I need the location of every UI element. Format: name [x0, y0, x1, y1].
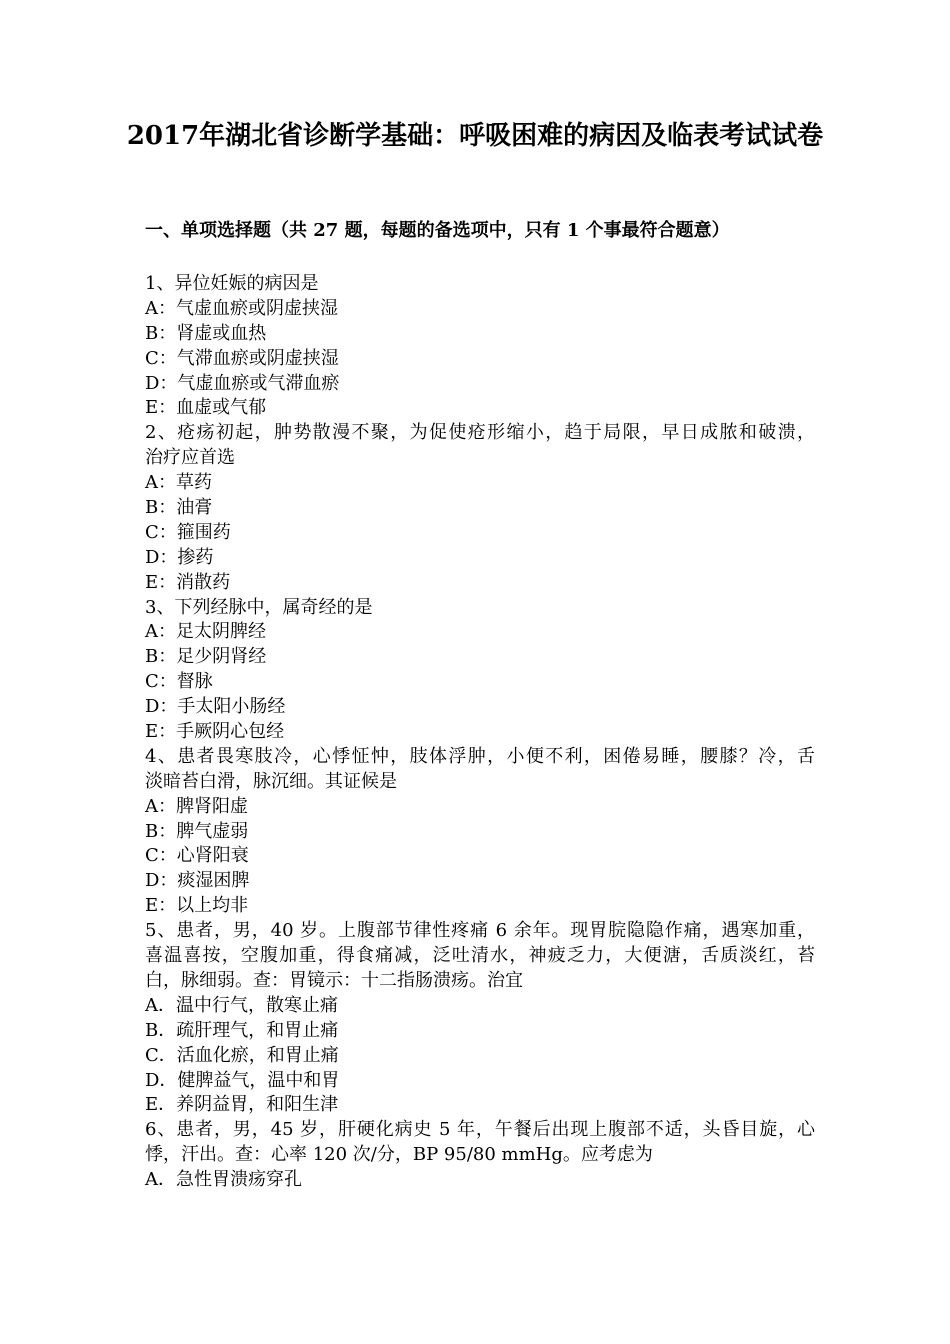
- question-stem-line: 淡暗苔白滑，脉沉细。其证候是: [145, 770, 397, 792]
- question-stem-line: 悸，汗出。查：心率 120 次/分，BP 95/80 mmHg。应考虑为: [145, 1144, 653, 1166]
- question-stem-line: 白，脉细弱。查：胃镜示：十二指肠溃疡。治宜: [145, 969, 523, 991]
- answer-option: D：手太阳小肠经: [145, 696, 286, 718]
- answer-option: C：心肾阳衰: [145, 845, 249, 867]
- answer-option: C．活血化瘀，和胃止痛: [145, 1044, 339, 1066]
- page-title: 2017年湖北省诊断学基础：呼吸困难的病因及临表考试试卷: [126, 121, 824, 151]
- answer-option: A：足太阴脾经: [145, 621, 266, 643]
- answer-option: E：手厥阴心包经: [145, 721, 285, 743]
- answer-option: B：脾气虚弱: [145, 820, 249, 842]
- answer-option: D：气虚血瘀或气滞血瘀: [145, 372, 340, 394]
- answer-option: E：血虚或气郁: [145, 397, 267, 419]
- section-heading: 一、单项选择题（共 27 题，每题的备选项中，只有 1 个事最符合题意）: [145, 220, 730, 241]
- answer-option: B．疏肝理气，和胃止痛: [145, 1019, 339, 1041]
- answer-option: E：消散药: [145, 571, 231, 593]
- question-4: [145, 745, 815, 919]
- question-list: [145, 272, 815, 1193]
- question-stem-line: 喜温喜按，空腹加重，得食痛减，泛吐清水，神疲乏力，大便溏，舌质淡红，苔: [145, 945, 815, 967]
- answer-option: A：草药: [145, 472, 212, 494]
- answer-option: E．养阴益胃，和阳生津: [145, 1094, 339, 1116]
- answer-option: C：督脉: [145, 671, 213, 693]
- answer-option: E：以上均非: [145, 895, 249, 917]
- question-stem-line: 治疗应首选: [145, 447, 235, 469]
- question-stem-line: 3、下列经脉中，属奇经的是: [145, 596, 373, 618]
- question-2: [145, 421, 815, 595]
- answer-option: A．温中行气，散寒止痛: [145, 994, 338, 1016]
- answer-option: C：箍围药: [145, 521, 231, 543]
- answer-option: D．健脾益气，温中和胃: [145, 1069, 340, 1091]
- answer-option: A：脾肾阳虚: [145, 795, 248, 817]
- answer-option: D：掺药: [145, 546, 214, 568]
- question-stem-line: 1、异位妊娠的病因是: [145, 273, 319, 294]
- question-stem-line: 5、患者，男，40 岁。上腹部节律性疼痛 6 余年。现胃脘隐隐作痛，遇寒加重，: [145, 920, 815, 942]
- answer-option: A：气虚血瘀或阴虚挟湿: [145, 297, 338, 319]
- answer-option: A．急性胃溃疡穿孔: [145, 1169, 302, 1191]
- question-6: [145, 1118, 815, 1193]
- answer-option: B：足少阴肾经: [145, 646, 267, 668]
- answer-option: B：肾虚或血热: [145, 322, 267, 344]
- question-stem-line: 4、患者畏寒肢冷，心悸怔忡，肢体浮肿，小便不利，困倦易睡，腰膝？冷，舌: [145, 745, 815, 767]
- answer-option: B：油膏: [145, 497, 213, 519]
- answer-option: D：痰湿困脾: [145, 870, 250, 892]
- question-stem-line: 6、患者，男，45 岁，肝硬化病史 5 年，午餐后出现上腹部不适，头昏目旋，心: [145, 1119, 815, 1141]
- question-3: [145, 596, 815, 745]
- answer-option: C：气滞血瘀或阴虚挟湿: [145, 347, 339, 369]
- question-5: [145, 919, 815, 1118]
- question-1: [145, 272, 815, 421]
- question-stem-line: 2、疮疡初起，肿势散漫不聚，为促使疮形缩小，趋于局限，早日成脓和破溃，: [145, 422, 815, 444]
